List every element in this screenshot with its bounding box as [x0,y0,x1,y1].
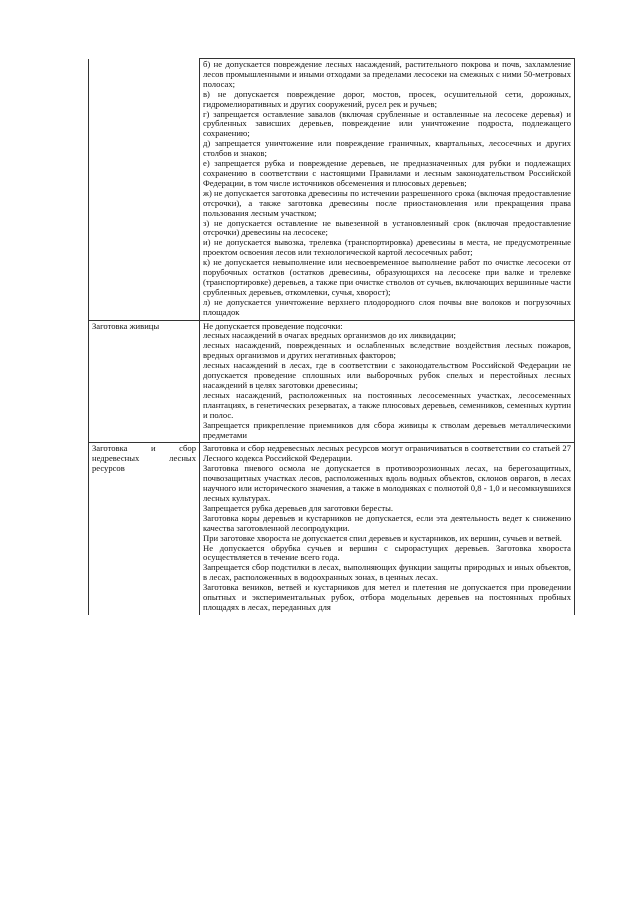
paragraph: Запрещается сбор подстилки в лесах, выполняющих функции защиты природных и иных объектов, в лесах, расположенных в водоохранных зонах, в ценных лесах. [203,562,571,583]
activity-label-line: Заготовка и сбор [92,443,196,454]
activity-cell [89,59,200,321]
paragraph: Не допускается проведение подсочки: [203,320,343,331]
table-row [89,320,575,443]
paragraph: лесных насаждений в лесах, где в соответствии с законодательством Российской Федерации не допускается проведение сплошных или выборочных рубок спелых и перестойных лесных насаждений в целях заготовки древесины; [203,360,571,390]
paragraph: лесных насаждений в очагах вредных организмов до их ликвидации; [203,330,456,341]
table-row [89,443,575,615]
activity-label-line: ресурсов [92,463,125,474]
paragraph: и) не допускается вывозка, трелевка (транспортировка) древесины в места, не предусмотренные проектом освоения лесов или технологической картой лесосечных работ; [203,237,571,258]
restrictions-cell [200,443,575,615]
paragraph: лесных насаждений, расположенных на постоянных лесосеменных участках, лесосеменных плантациях, в генетических резерватах, а также плюсовых деревьев, семенников, семенных куртин и полос. [203,389,571,420]
restrictions-cell [200,320,575,443]
paragraph: лесных насаждений, поврежденных и ослабленных вследствие воздействия лесных пожаров, вредных организмов и других негативных факторов; [203,340,571,361]
paragraph: г) запрещается оставление завалов (включая срубленные и оставленные на лесосеке деревья) и срубленных зависших деревьев, повреждение или уничтожение подроста, подлежащего сохранению; [203,108,571,139]
activity-cell [89,443,200,615]
paragraph: Заготовка и сбор недревесных лесных ресурсов могут ограничиваться в соответствии со статьей 27 Лесного кодекса Российской Федерации. [203,443,571,464]
activity-cell [89,320,200,443]
paragraph: б) не допускается повреждение лесных насаждений, растительного покрова и почв, захламление лесов промышленными и иными отходами за пределами лесосеки на смежных с ними 50-метровых полосах; [203,59,571,89]
activity-label-line: недревесных лесных [92,453,196,464]
paragraph: Запрещается рубка деревьев для заготовки бересты. [203,502,394,513]
paragraph: е) запрещается рубка и повреждение деревьев, не предназначенных для рубки и подлежащих сохранению в соответствии с настоящими Правилами и лесным законодательством Российской Федерации, в том числе источников обсеменения и плюсовых деревьев; [203,158,571,188]
paragraph: При заготовке хвороста не допускается спил деревьев и кустарников, их вершин, сучьев и ветвей. [203,532,562,543]
paragraph: ж) не допускается заготовка древесины по истечении разрешенного срока (включая предоставление отсрочки), а также заготовка древесины после приостановления или прекращения права пользования лесным участком; [203,187,571,218]
activity-label: Заготовка живицы [92,320,160,331]
paragraph: л) не допускается уничтожение верхнего плодородного слоя почвы вне волоков и погрузочных площадок [203,296,571,317]
paragraph: Заготовка веников, ветвей и кустарников для метел и плетения не допускается при проведении опытных и экспериментальных рубок, отбора модельных деревьев на постоянных пробных площадях в лесах, переданных для [203,582,571,612]
paragraph: Запрещается прикрепление приемников для сбора живицы к стволам деревьев металлическими предметами [203,419,571,440]
table-row [89,59,575,321]
paragraph: Заготовка коры деревьев и кустарников не допускается, если эта деятельность ведет к снижению качества заготовленной лесопродукции. [203,512,571,533]
paragraph: з) не допускается оставление не вывезенной в установленный срок (включая предоставление отсрочки) древесины на лесосеке; [203,217,571,238]
paragraph: в) не допускается повреждение дорог, мостов, просек, осушительной сети, дорожных, гидромелиоративных и других сооружений, русел рек и ручьев; [203,88,571,109]
paragraph: Не допускается обрубка сучьев и вершин с сырорастущих деревьев. Заготовка хвороста осуществляется в течение всего года. [203,542,571,563]
restrictions-cell [200,59,575,321]
restrictions-table [88,58,575,615]
paragraph: Заготовка пневого осмола не допускается в противоэрозионных лесах, на берегозащитных, почвозащитных участках лесов, расположенных вдоль водных объектов, склонов оврагов, в лесах научного или исторического значения, а также в молодняках с полнотой 0,8 - 1,0 и несомкнувшихся лесных культурах. [203,463,571,503]
paragraph: д) запрещается уничтожение или повреждение граничных, квартальных, лесосечных и других столбов и знаков; [203,138,571,159]
paragraph: к) не допускается невыполнение или несвоевременное выполнение работ по очистке лесосеки от порубочных остатков (остатков древесины, образующихся на лесосеке при валке и трелевке (транспортировке) деревьев, а также при очистке стволов от сучьев, включающих вершинные части срубленных деревьев, откомлевки, сучья, хворост); [203,257,571,297]
